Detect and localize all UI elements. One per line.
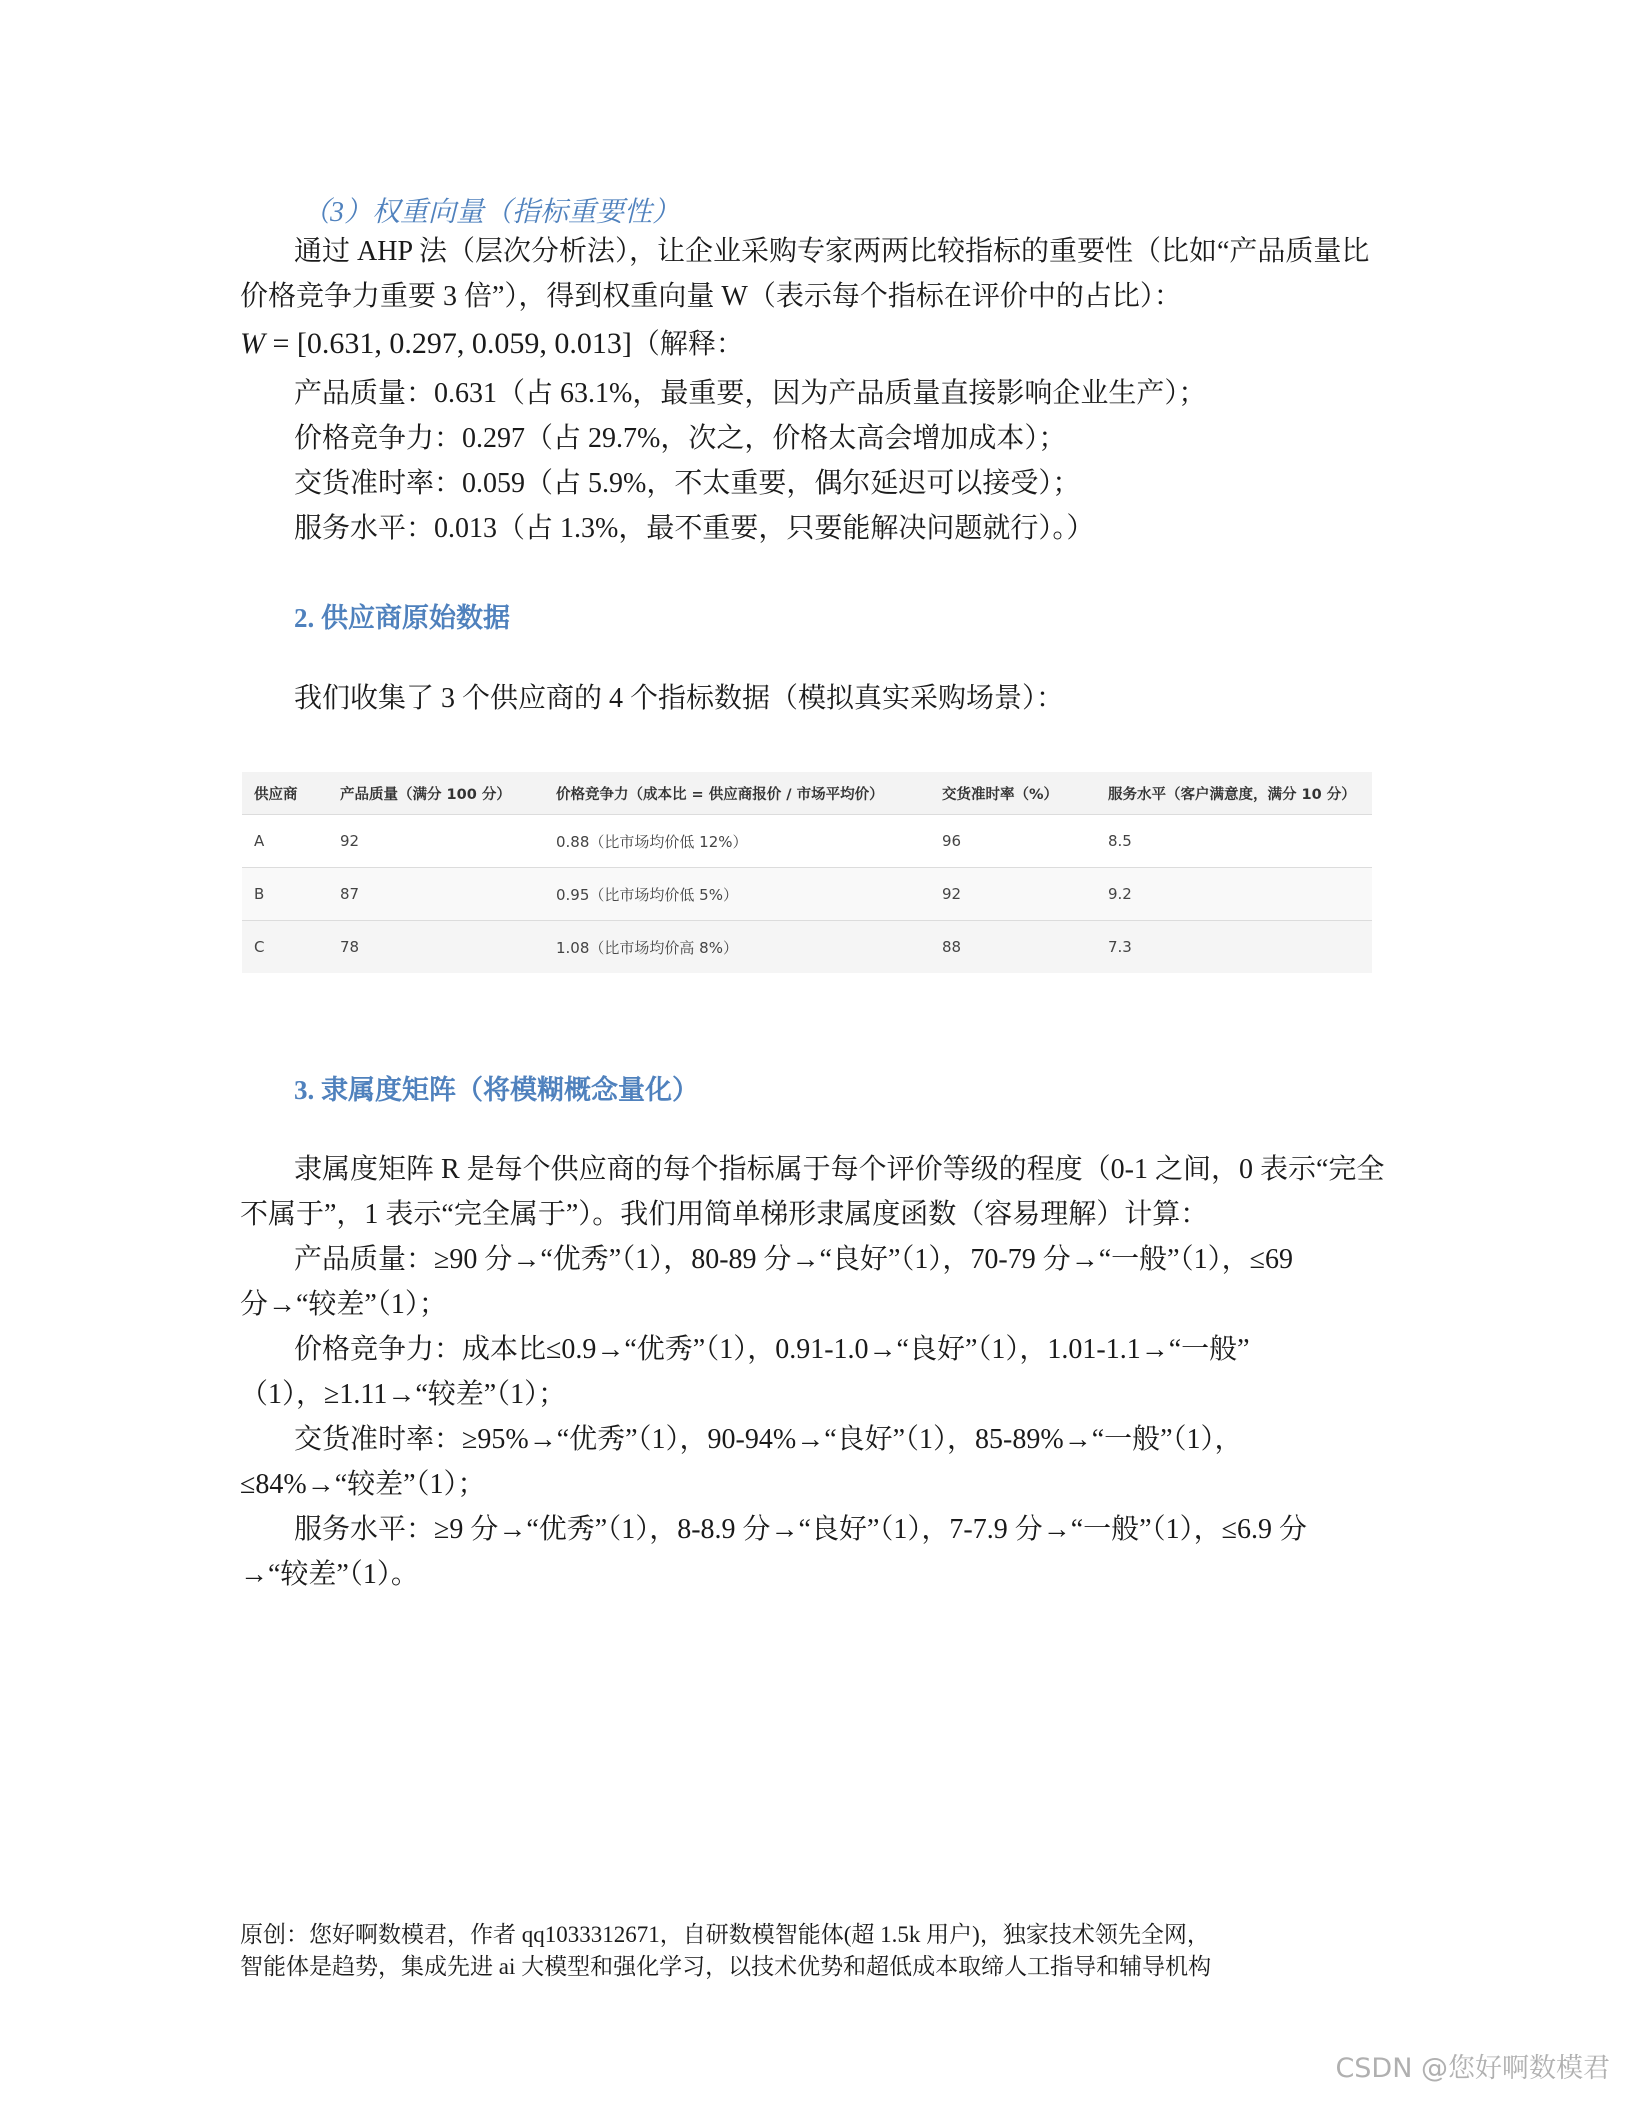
rule-delivery-line2: ≤84%→“较差”（1）； xyxy=(240,1469,486,1500)
weight-item-quality: 产品质量：0.631（占 63.1%，最重要，因为产品质量直接影响企业生产）； xyxy=(294,378,1207,409)
membership-intro-line1: 隶属度矩阵 R 是每个供应商的每个指标属于每个评价等级的程度（0-1 之间，0 表示“完全 xyxy=(294,1154,1385,1185)
footer-line1: 原创：您好啊数模君，作者 qq1033312671，自研数模智能体(超 1.5k 用户)，独家技术领先全网， xyxy=(240,1922,1210,1947)
table-cell: 9.2 xyxy=(1096,868,1372,921)
footer-line2: 智能体是趋势，集成先进 ai 大模型和强化学习，以技术优势和超低成本取缔人工指导和辅导机构 xyxy=(240,1954,1212,1979)
weights-intro-line2: 价格竞争力重要 3 倍”），得到权重向量 W（表示每个指标在评价中的占比）： xyxy=(240,281,1182,312)
rule-service-line2: →“较差”（1）。 xyxy=(240,1559,419,1590)
col-header-price: 价格竞争力（成本比 = 供应商报价 / 市场平均价） xyxy=(544,772,930,815)
table-cell: 7.3 xyxy=(1096,921,1372,974)
table-cell: 92 xyxy=(930,868,1096,921)
weight-item-price: 价格竞争力：0.297（占 29.7%，次之，价格太高会增加成本）； xyxy=(294,423,1067,454)
table-cell: 96 xyxy=(930,815,1096,868)
rule-price-line2: （1），≥1.11→“较差”（1）； xyxy=(240,1379,567,1410)
col-header-quality: 产品质量（满分 100 分） xyxy=(328,772,544,815)
membership-heading: 3. 隶属度矩阵（将模糊概念量化） xyxy=(294,1075,699,1105)
table-cell: 88 xyxy=(930,921,1096,974)
weight-item-service: 服务水平：0.013（占 1.3%，最不重要，只要能解决问题就行）。） xyxy=(294,513,1095,544)
supplier-data-heading: 2. 供应商原始数据 xyxy=(294,603,510,633)
rule-price-line1: 价格竞争力：成本比≤0.9→“优秀”（1），0.91-1.0→“良好”（1），1.01-1.1→“一般” xyxy=(294,1334,1250,1365)
weight-item-delivery: 交货准时率：0.059（占 5.9%，不太重要，偶尔延迟可以接受）； xyxy=(294,468,1081,499)
col-header-delivery: 交货准时率（%） xyxy=(930,772,1096,815)
supplier-data-intro: 我们收集了 3 个供应商的 4 个指标数据（模拟真实采购场景）： xyxy=(294,683,1065,714)
weight-formula xyxy=(240,322,744,362)
col-header-supplier: 供应商 xyxy=(242,772,328,815)
weights-heading: （3）权重向量（指标重要性） xyxy=(302,197,681,228)
formula-variable: W xyxy=(240,327,265,360)
table-row xyxy=(242,868,1372,921)
table-cell: C xyxy=(242,921,328,974)
rule-quality-line1: 产品质量：≥90 分→“优秀”（1），80-89 分→“良好”（1），70-79 分→“一般”（1），≤69 xyxy=(294,1244,1293,1275)
rule-delivery-line1: 交货准时率：≥95%→“优秀”（1），90-94%→“良好”（1），85-89%→“一般”（1）， xyxy=(294,1424,1243,1455)
table-row xyxy=(242,815,1372,868)
weights-intro-line1: 通过 AHP 法（层次分析法），让企业采购专家两两比较指标的重要性（比如“产品质量比 xyxy=(294,236,1370,267)
csdn-watermark: CSDN @您好啊数模君 xyxy=(1335,2053,1610,2084)
table-cell: A xyxy=(242,815,328,868)
table-header-row xyxy=(242,772,1372,815)
rule-service-line1: 服务水平：≥9 分→“优秀”（1），8-8.9 分→“良好”（1），7-7.9 分→“一般”（1），≤6.9 分 xyxy=(294,1514,1307,1545)
table-cell: 92 xyxy=(328,815,544,868)
table-cell: 0.95（比市场均价低 5%） xyxy=(544,868,930,921)
supplier-data-table xyxy=(242,772,1372,973)
table-cell: 87 xyxy=(328,868,544,921)
table-cell: 0.88（比市场均价低 12%） xyxy=(544,815,930,868)
table-row xyxy=(242,921,1372,974)
table-cell: B xyxy=(242,868,328,921)
table-cell: 8.5 xyxy=(1096,815,1372,868)
rule-quality-line2: 分→“较差”（1）； xyxy=(240,1289,447,1320)
formula-explain-open: （解释： xyxy=(631,329,744,360)
membership-intro-line2: 不属于”，1 表示“完全属于”）。我们用简单梯形隶属度函数（容易理解）计算： xyxy=(240,1199,1209,1230)
col-header-service: 服务水平（客户满意度，满分 10 分） xyxy=(1096,772,1372,815)
table-cell: 78 xyxy=(328,921,544,974)
table-cell: 1.08（比市场均价高 8%） xyxy=(544,921,930,974)
formula-vector: = [0.631, 0.297, 0.059, 0.013] xyxy=(265,327,632,360)
